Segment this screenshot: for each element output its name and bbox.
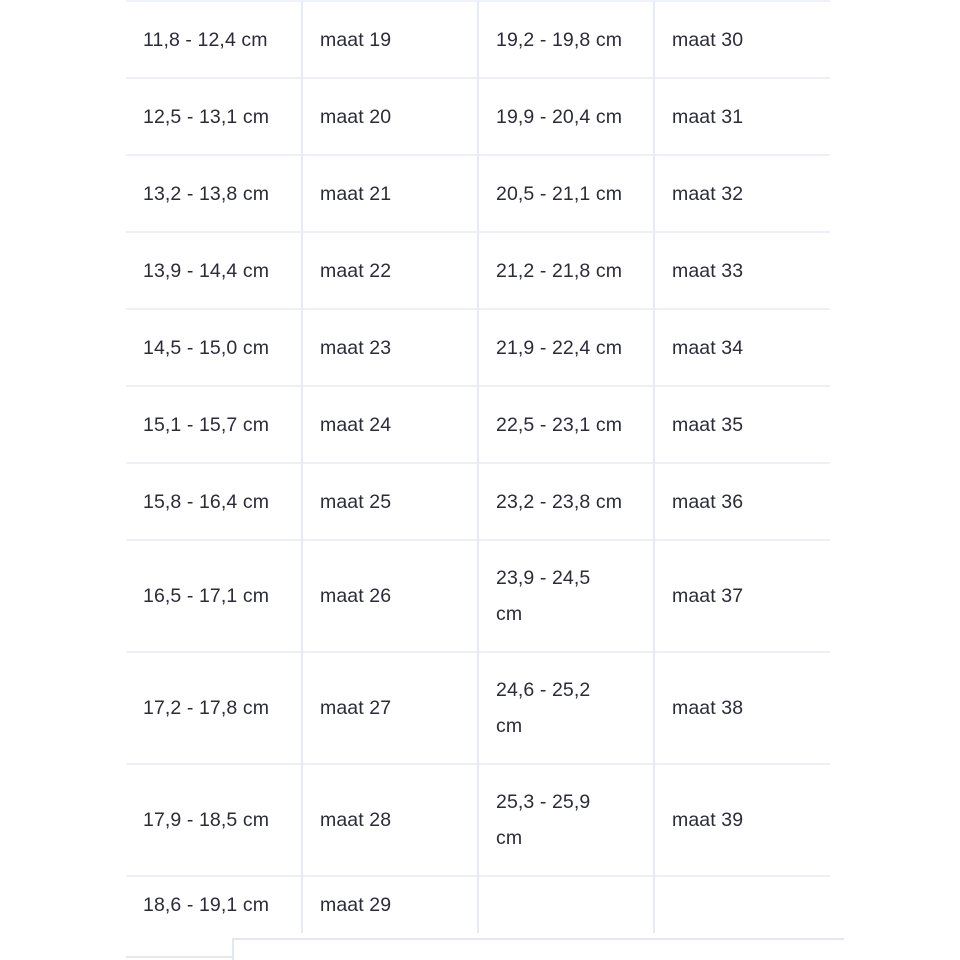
- foot-length-cell: 15,8 - 16,4 cm: [126, 463, 302, 540]
- table-row: [126, 232, 830, 309]
- size-cell: maat 32: [654, 155, 830, 232]
- foot-length-cell: 15,1 - 15,7 cm: [126, 386, 302, 463]
- foot-length-cell: 23,2 - 23,8 cm: [478, 463, 654, 540]
- size-cell: maat 29: [302, 876, 478, 933]
- table-row: [126, 540, 830, 652]
- foot-length-cell: 21,9 - 22,4 cm: [478, 309, 654, 386]
- size-cell: maat 20: [302, 78, 478, 155]
- foot-length-cell: [478, 876, 654, 933]
- size-cell: maat 39: [654, 764, 830, 876]
- size-cell: maat 34: [654, 309, 830, 386]
- foot-length-cell: 17,9 - 18,5 cm: [126, 764, 302, 876]
- table-row: [126, 876, 830, 933]
- size-cell: maat 28: [302, 764, 478, 876]
- size-cell: maat 38: [654, 652, 830, 764]
- size-cell: maat 26: [302, 540, 478, 652]
- size-cell: maat 23: [302, 309, 478, 386]
- foot-length-cell: 23,9 - 24,5 cm: [478, 540, 654, 652]
- table-row: [126, 78, 830, 155]
- foot-length-cell: 16,5 - 17,1 cm: [126, 540, 302, 652]
- foot-length-cell: 20,5 - 21,1 cm: [478, 155, 654, 232]
- foot-length-cell: 21,2 - 21,8 cm: [478, 232, 654, 309]
- foot-length-cell: 25,3 - 25,9 cm: [478, 764, 654, 876]
- size-cell: maat 25: [302, 463, 478, 540]
- foot-length-cell: 18,6 - 19,1 cm: [126, 876, 302, 933]
- size-cell: maat 30: [654, 1, 830, 78]
- table-bottom-border: [232, 938, 844, 940]
- size-cell: maat 31: [654, 78, 830, 155]
- foot-length-cell: 11,8 - 12,4 cm: [126, 1, 302, 78]
- table-bottom-border-offset: [126, 956, 232, 958]
- size-cell: maat 36: [654, 463, 830, 540]
- size-cell: maat 37: [654, 540, 830, 652]
- foot-length-cell: 19,9 - 20,4 cm: [478, 78, 654, 155]
- shoe-size-table: [126, 0, 830, 933]
- table-row: [126, 155, 830, 232]
- size-cell: maat 27: [302, 652, 478, 764]
- table-row: [126, 1, 830, 78]
- size-cell: maat 19: [302, 1, 478, 78]
- size-cell: maat 24: [302, 386, 478, 463]
- foot-length-cell: 13,9 - 14,4 cm: [126, 232, 302, 309]
- table-row: [126, 764, 830, 876]
- table-row: [126, 463, 830, 540]
- foot-length-cell: 24,6 - 25,2 cm: [478, 652, 654, 764]
- size-cell: maat 35: [654, 386, 830, 463]
- foot-length-cell: 14,5 - 15,0 cm: [126, 309, 302, 386]
- size-cell: maat 33: [654, 232, 830, 309]
- size-cell: maat 22: [302, 232, 478, 309]
- foot-length-cell: 12,5 - 13,1 cm: [126, 78, 302, 155]
- table-row: [126, 386, 830, 463]
- foot-length-cell: 13,2 - 13,8 cm: [126, 155, 302, 232]
- table-row: [126, 309, 830, 386]
- size-cell: maat 21: [302, 155, 478, 232]
- size-cell: [654, 876, 830, 933]
- table-row: [126, 652, 830, 764]
- foot-length-cell: 19,2 - 19,8 cm: [478, 1, 654, 78]
- foot-length-cell: 22,5 - 23,1 cm: [478, 386, 654, 463]
- table-border-step: [232, 938, 234, 960]
- foot-length-cell: 17,2 - 17,8 cm: [126, 652, 302, 764]
